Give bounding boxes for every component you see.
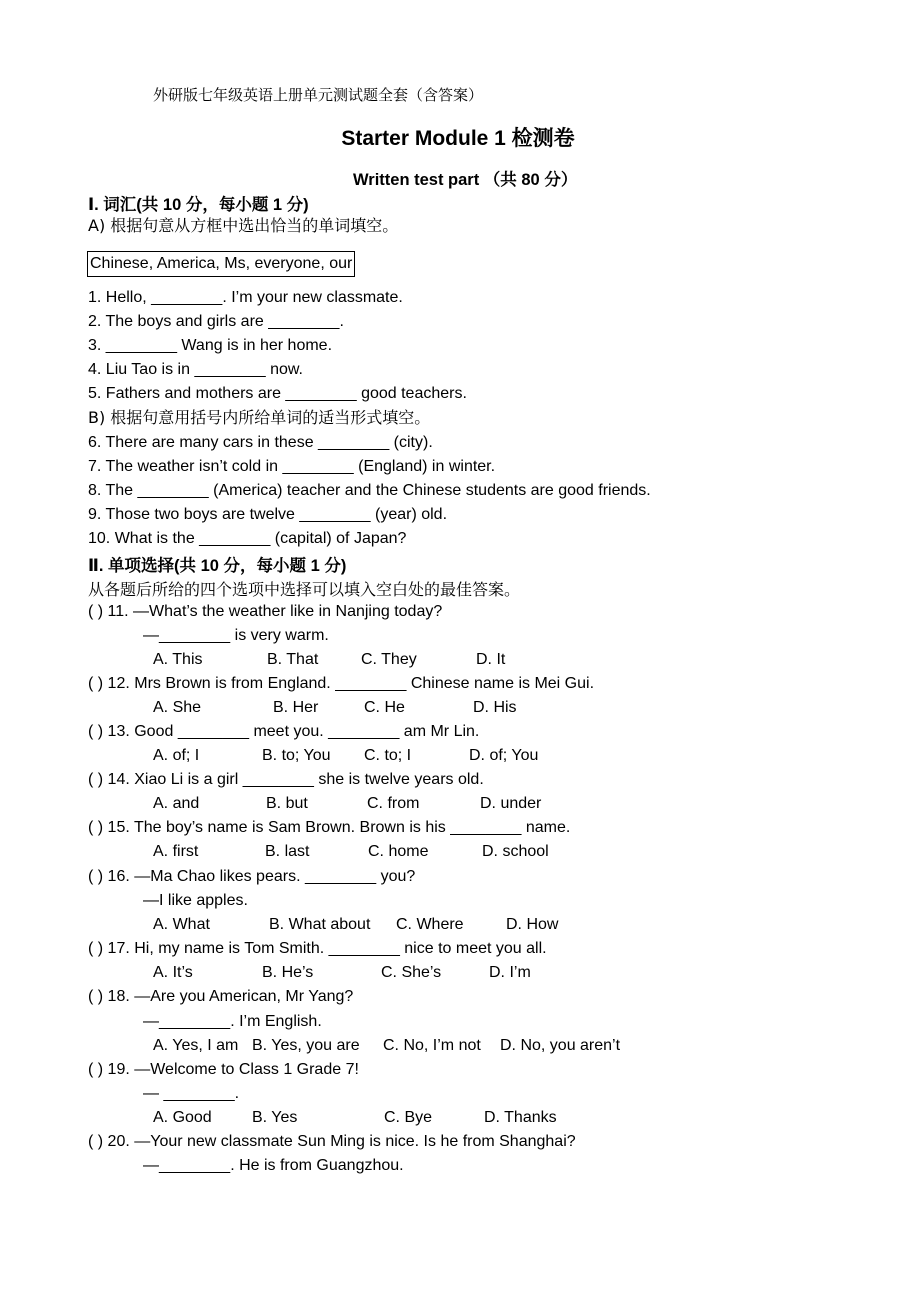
section1-heading: Ⅰ. 词汇(共 10 分，每小题 1 分) bbox=[88, 196, 309, 214]
option: B. last bbox=[265, 843, 310, 860]
option: C. to; I bbox=[364, 747, 412, 764]
option: D. of; You bbox=[469, 747, 539, 764]
option: A. She bbox=[153, 699, 202, 716]
option: C. from bbox=[367, 795, 420, 812]
option: D. His bbox=[473, 699, 517, 716]
page-title-text: Starter Module 1 检测卷 bbox=[341, 127, 575, 150]
option: B. He’s bbox=[262, 964, 314, 981]
option: D. How bbox=[506, 916, 559, 933]
question-17-stem: ( ) 17. Hi, my name is Tom Smith. ________ nice to meet you all. bbox=[88, 940, 547, 957]
question-12-stem: ( ) 12. Mrs Brown is from England. ________ Chinese name is Mei Gui. bbox=[88, 675, 595, 692]
option: A. Good bbox=[153, 1109, 212, 1126]
vocab-item-9: 9. Those two boys are twelve ________ (year) old. bbox=[88, 506, 448, 523]
question-13-stem: ( ) 13. Good ________ meet you. ________ am Mr Lin. bbox=[88, 723, 480, 740]
option: C. No, I’m not bbox=[383, 1037, 481, 1054]
option: A. It’s bbox=[153, 964, 193, 981]
option: B. Yes bbox=[252, 1109, 298, 1126]
page-subtitle: Written test part （共 80 分） bbox=[353, 171, 578, 189]
question-20-reply: —________. He is from Guangzhou. bbox=[143, 1157, 404, 1174]
question-19-stem: ( ) 19. —Welcome to Class 1 Grade 7! bbox=[88, 1061, 359, 1078]
section2-instruction: 从各题后所给的四个选项中选择可以填入空白处的最佳答案。 bbox=[88, 580, 521, 599]
option: A. This bbox=[153, 651, 203, 668]
vocab-item-1: 1. Hello, ________. I’m your new classmate. bbox=[88, 289, 403, 306]
section2-heading: Ⅱ. 单项选择(共 10 分，每小题 1 分) bbox=[88, 557, 347, 575]
option: A. first bbox=[153, 843, 199, 860]
question-16-stem: ( ) 16. —Ma Chao likes pears. ________ you? bbox=[88, 868, 416, 885]
option: C. home bbox=[368, 843, 429, 860]
option: D. school bbox=[482, 843, 549, 860]
section1-part-b: B) 根据句意用括号内所给单词的适当形式填空。 bbox=[88, 408, 431, 427]
option: C. Where bbox=[396, 916, 464, 933]
vocab-item-2: 2. The boys and girls are ________. bbox=[88, 313, 344, 330]
option: A. What bbox=[153, 916, 210, 933]
vocab-item-4: 4. Liu Tao is in ________ now. bbox=[88, 361, 303, 378]
option: B. Yes, you are bbox=[252, 1037, 360, 1054]
page-title bbox=[0, 122, 920, 152]
option: D. Thanks bbox=[484, 1109, 557, 1126]
option: D. under bbox=[480, 795, 542, 812]
option: B. to; You bbox=[262, 747, 331, 764]
word-box: Chinese, America, Ms, everyone, our bbox=[87, 251, 355, 277]
option: C. He bbox=[364, 699, 405, 716]
option: A. and bbox=[153, 795, 200, 812]
option: C. Bye bbox=[384, 1109, 433, 1126]
option: D. It bbox=[476, 651, 506, 668]
question-11-reply: —________ is very warm. bbox=[143, 627, 329, 644]
question-15-stem: ( ) 15. The boy’s name is Sam Brown. Brown is his ________ name. bbox=[88, 819, 571, 836]
question-18-reply: —________. I’m English. bbox=[143, 1013, 322, 1030]
question-16-reply: —I like apples. bbox=[143, 892, 248, 909]
vocab-item-8: 8. The ________ (America) teacher and the Chinese students are good friends. bbox=[88, 482, 651, 499]
vocab-item-5: 5. Fathers and mothers are ________ good teachers. bbox=[88, 385, 467, 402]
section1-part-a: A) 根据句意从方框中选出恰当的单词填空。 bbox=[88, 216, 399, 235]
question-18-stem: ( ) 18. —Are you American, Mr Yang? bbox=[88, 988, 354, 1005]
option: B. What about bbox=[269, 916, 371, 933]
option: A. Yes, I am bbox=[153, 1037, 239, 1054]
question-11-stem: ( ) 11. —What’s the weather like in Nanjing today? bbox=[88, 603, 443, 620]
vocab-item-3: 3. ________ Wang is in her home. bbox=[88, 337, 333, 354]
vocab-item-7: 7. The weather isn’t cold in ________ (England) in winter. bbox=[88, 458, 496, 475]
option: B. That bbox=[267, 651, 319, 668]
option: B. but bbox=[266, 795, 308, 812]
header-note: 外研版七年级英语上册单元测试题全套（含答案） bbox=[153, 86, 484, 104]
vocab-item-10: 10. What is the ________ (capital) of Japan? bbox=[88, 530, 407, 547]
option: C. She’s bbox=[381, 964, 442, 981]
option: D. I’m bbox=[489, 964, 531, 981]
question-14-stem: ( ) 14. Xiao Li is a girl ________ she is twelve years old. bbox=[88, 771, 484, 788]
option: C. They bbox=[361, 651, 417, 668]
option: A. of; I bbox=[153, 747, 200, 764]
vocab-item-6: 6. There are many cars in these ________ (city). bbox=[88, 434, 433, 451]
option: B. Her bbox=[273, 699, 319, 716]
question-20-stem: ( ) 20. —Your new classmate Sun Ming is nice. Is he from Shanghai? bbox=[88, 1133, 576, 1150]
option: D. No, you aren’t bbox=[500, 1037, 621, 1054]
question-19-reply: — ________. bbox=[143, 1085, 240, 1102]
